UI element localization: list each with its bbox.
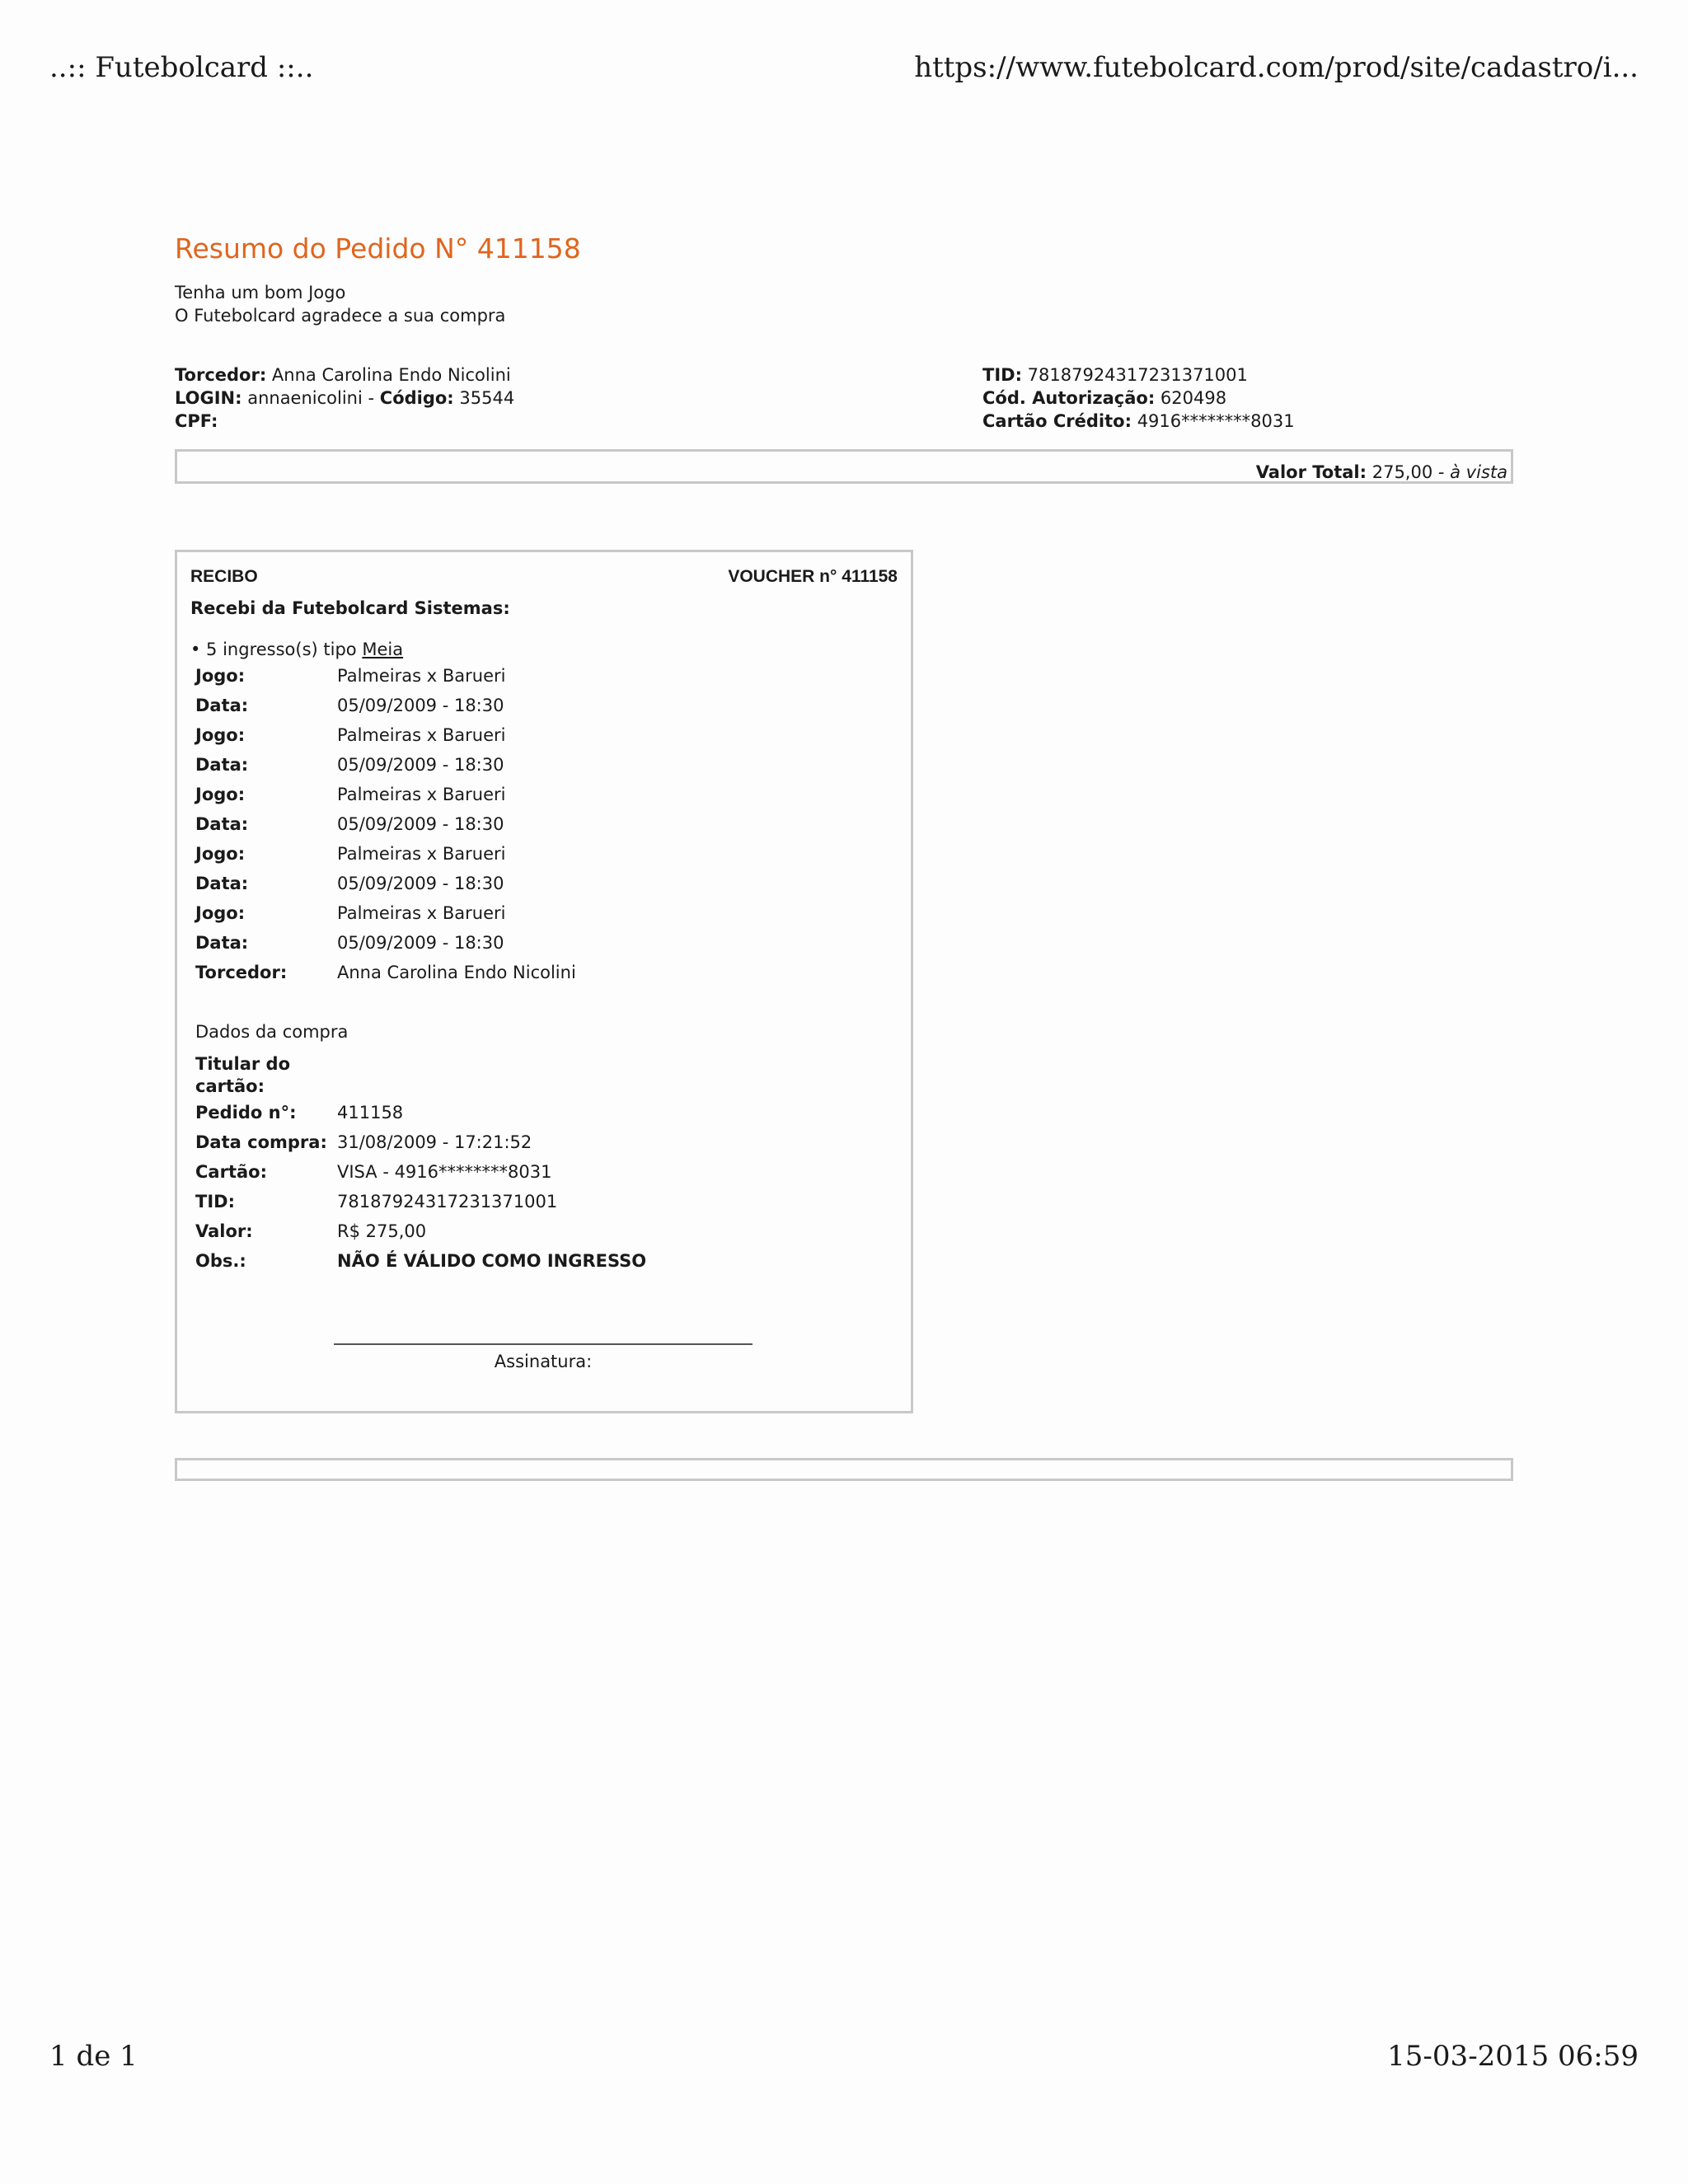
payment-info <box>982 363 1513 433</box>
entry-row <box>195 750 898 780</box>
holder-label: Titular do cartão: <box>195 1054 291 1096</box>
entry-value: Palmeiras x Barueri <box>337 903 506 923</box>
tickets-prefix: • 5 ingresso(s) tipo <box>190 640 357 659</box>
order-info <box>175 363 1513 433</box>
signature-line <box>334 1343 753 1345</box>
card-label: Cartão Crédito: <box>982 411 1132 431</box>
auth-line <box>982 387 1513 410</box>
purchase-value: 411158 <box>337 1103 404 1122</box>
entry-value: Anna Carolina Endo Nicolini <box>337 963 576 982</box>
purchase-label: TID: <box>195 1192 235 1212</box>
entry-label: Data: <box>195 933 249 953</box>
purchase-label: Valor: <box>195 1221 253 1241</box>
received-from: Recebi da Futebolcard Sistemas: <box>190 598 510 618</box>
ticket-entries <box>195 661 898 987</box>
auth-value: 620498 <box>1160 388 1227 408</box>
entry-value: 05/09/2009 - 18:30 <box>337 755 504 775</box>
purchase-value: VISA - 4916********8031 <box>337 1162 552 1182</box>
purchase-row <box>195 1157 898 1187</box>
tickets-type-link[interactable]: Meia <box>362 640 404 659</box>
print-footer-page: 1 de 1 <box>49 2040 138 2073</box>
entry-label: Torcedor: <box>195 963 288 982</box>
entry-value: Palmeiras x Barueri <box>337 725 506 745</box>
print-header-title: ..:: Futebolcard ::.. <box>49 51 314 84</box>
torcedor-value: Anna Carolina Endo Nicolini <box>271 365 511 385</box>
purchase-row <box>195 1187 898 1216</box>
total-label: Valor Total: <box>1255 462 1367 482</box>
card-value: 4916********8031 <box>1137 411 1295 431</box>
print-header-url: https://www.futebolcard.com/prod/site/cadastro/i... <box>914 51 1639 84</box>
order-title: Resumo do Pedido N° 411158 <box>175 232 581 265</box>
receipt-box <box>175 550 913 1413</box>
holder-row <box>195 1050 898 1098</box>
obs-label: Obs.: <box>195 1251 246 1271</box>
entry-row <box>195 869 898 898</box>
entry-row <box>195 661 898 691</box>
entry-row <box>195 809 898 839</box>
print-footer-datetime: 15-03-2015 06:59 <box>1387 2040 1639 2073</box>
cpf-line <box>175 410 982 433</box>
purchase-label: Data compra: <box>195 1132 327 1152</box>
greeting-line-2: O Futebolcard agradece a sua compra <box>175 306 506 326</box>
entry-row <box>195 691 898 720</box>
entry-label: Jogo: <box>195 725 246 745</box>
obs-row <box>195 1246 898 1276</box>
purchase-entries <box>195 1050 898 1276</box>
entry-label: Data: <box>195 696 249 715</box>
entry-row <box>195 898 898 928</box>
receipt-title: RECIBO <box>190 567 258 586</box>
login-value: annaenicolini <box>247 388 363 408</box>
purchase-heading: Dados da compra <box>195 1022 349 1042</box>
entry-value: 05/09/2009 - 18:30 <box>337 933 504 953</box>
entry-value: 05/09/2009 - 18:30 <box>337 696 504 715</box>
purchase-row <box>195 1216 898 1246</box>
purchase-row <box>195 1098 898 1127</box>
obs-value: NÃO É VÁLIDO COMO INGRESSO <box>337 1251 647 1271</box>
torcedor-label: Torcedor: <box>175 365 267 385</box>
purchase-label: Cartão: <box>195 1162 267 1182</box>
order-summary <box>175 232 1513 1481</box>
entry-label: Jogo: <box>195 666 246 686</box>
tid-value: 78187924317231371001 <box>1027 365 1248 385</box>
entry-row <box>195 958 898 987</box>
entry-row <box>195 720 898 750</box>
entry-label: Jogo: <box>195 844 246 864</box>
entry-value: Palmeiras x Barueri <box>337 666 506 686</box>
empty-footer-box <box>175 1458 1513 1481</box>
tickets-line <box>190 640 898 659</box>
tid-line <box>982 363 1513 387</box>
entry-value: Palmeiras x Barueri <box>337 785 506 804</box>
codigo-value: 35544 <box>459 388 515 408</box>
entry-value: 05/09/2009 - 18:30 <box>337 874 504 893</box>
total-box: Valor Total: 275,00 - à vista <box>175 449 1513 484</box>
greeting-line-1: Tenha um bom Jogo <box>175 283 346 302</box>
total-value: 275,00 <box>1372 462 1433 482</box>
auth-label: Cód. Autorização: <box>982 388 1156 408</box>
codigo-label: Código: <box>379 388 454 408</box>
purchase-value: 31/08/2009 - 17:21:52 <box>337 1132 532 1152</box>
receipt-header <box>190 567 898 587</box>
purchase-value: 78187924317231371001 <box>337 1192 558 1212</box>
login-label: LOGIN: <box>175 388 242 408</box>
purchase-value: R$ 275,00 <box>337 1221 427 1241</box>
entry-label: Data: <box>195 874 249 893</box>
entry-row <box>195 780 898 809</box>
voucher-number: VOUCHER n° 411158 <box>728 567 898 586</box>
entry-label: Jogo: <box>195 785 246 804</box>
torcedor-line <box>175 363 982 387</box>
signature-label: Assinatura: <box>494 1352 593 1371</box>
card-line <box>982 410 1513 433</box>
purchase-label: Pedido n°: <box>195 1103 297 1122</box>
entry-row <box>195 839 898 869</box>
entry-label: Data: <box>195 814 249 834</box>
entry-row <box>195 928 898 958</box>
total-mode: à vista <box>1450 462 1507 482</box>
entry-value: 05/09/2009 - 18:30 <box>337 814 504 834</box>
login-line: LOGIN: annaenicolini - Código: 35544 <box>175 388 515 408</box>
cpf-label: CPF: <box>175 411 218 431</box>
entry-label: Jogo: <box>195 903 246 923</box>
purchase-row <box>195 1127 898 1157</box>
tid-label: TID: <box>982 365 1022 385</box>
entry-value: Palmeiras x Barueri <box>337 844 506 864</box>
customer-info <box>175 363 982 433</box>
entry-label: Data: <box>195 755 249 775</box>
